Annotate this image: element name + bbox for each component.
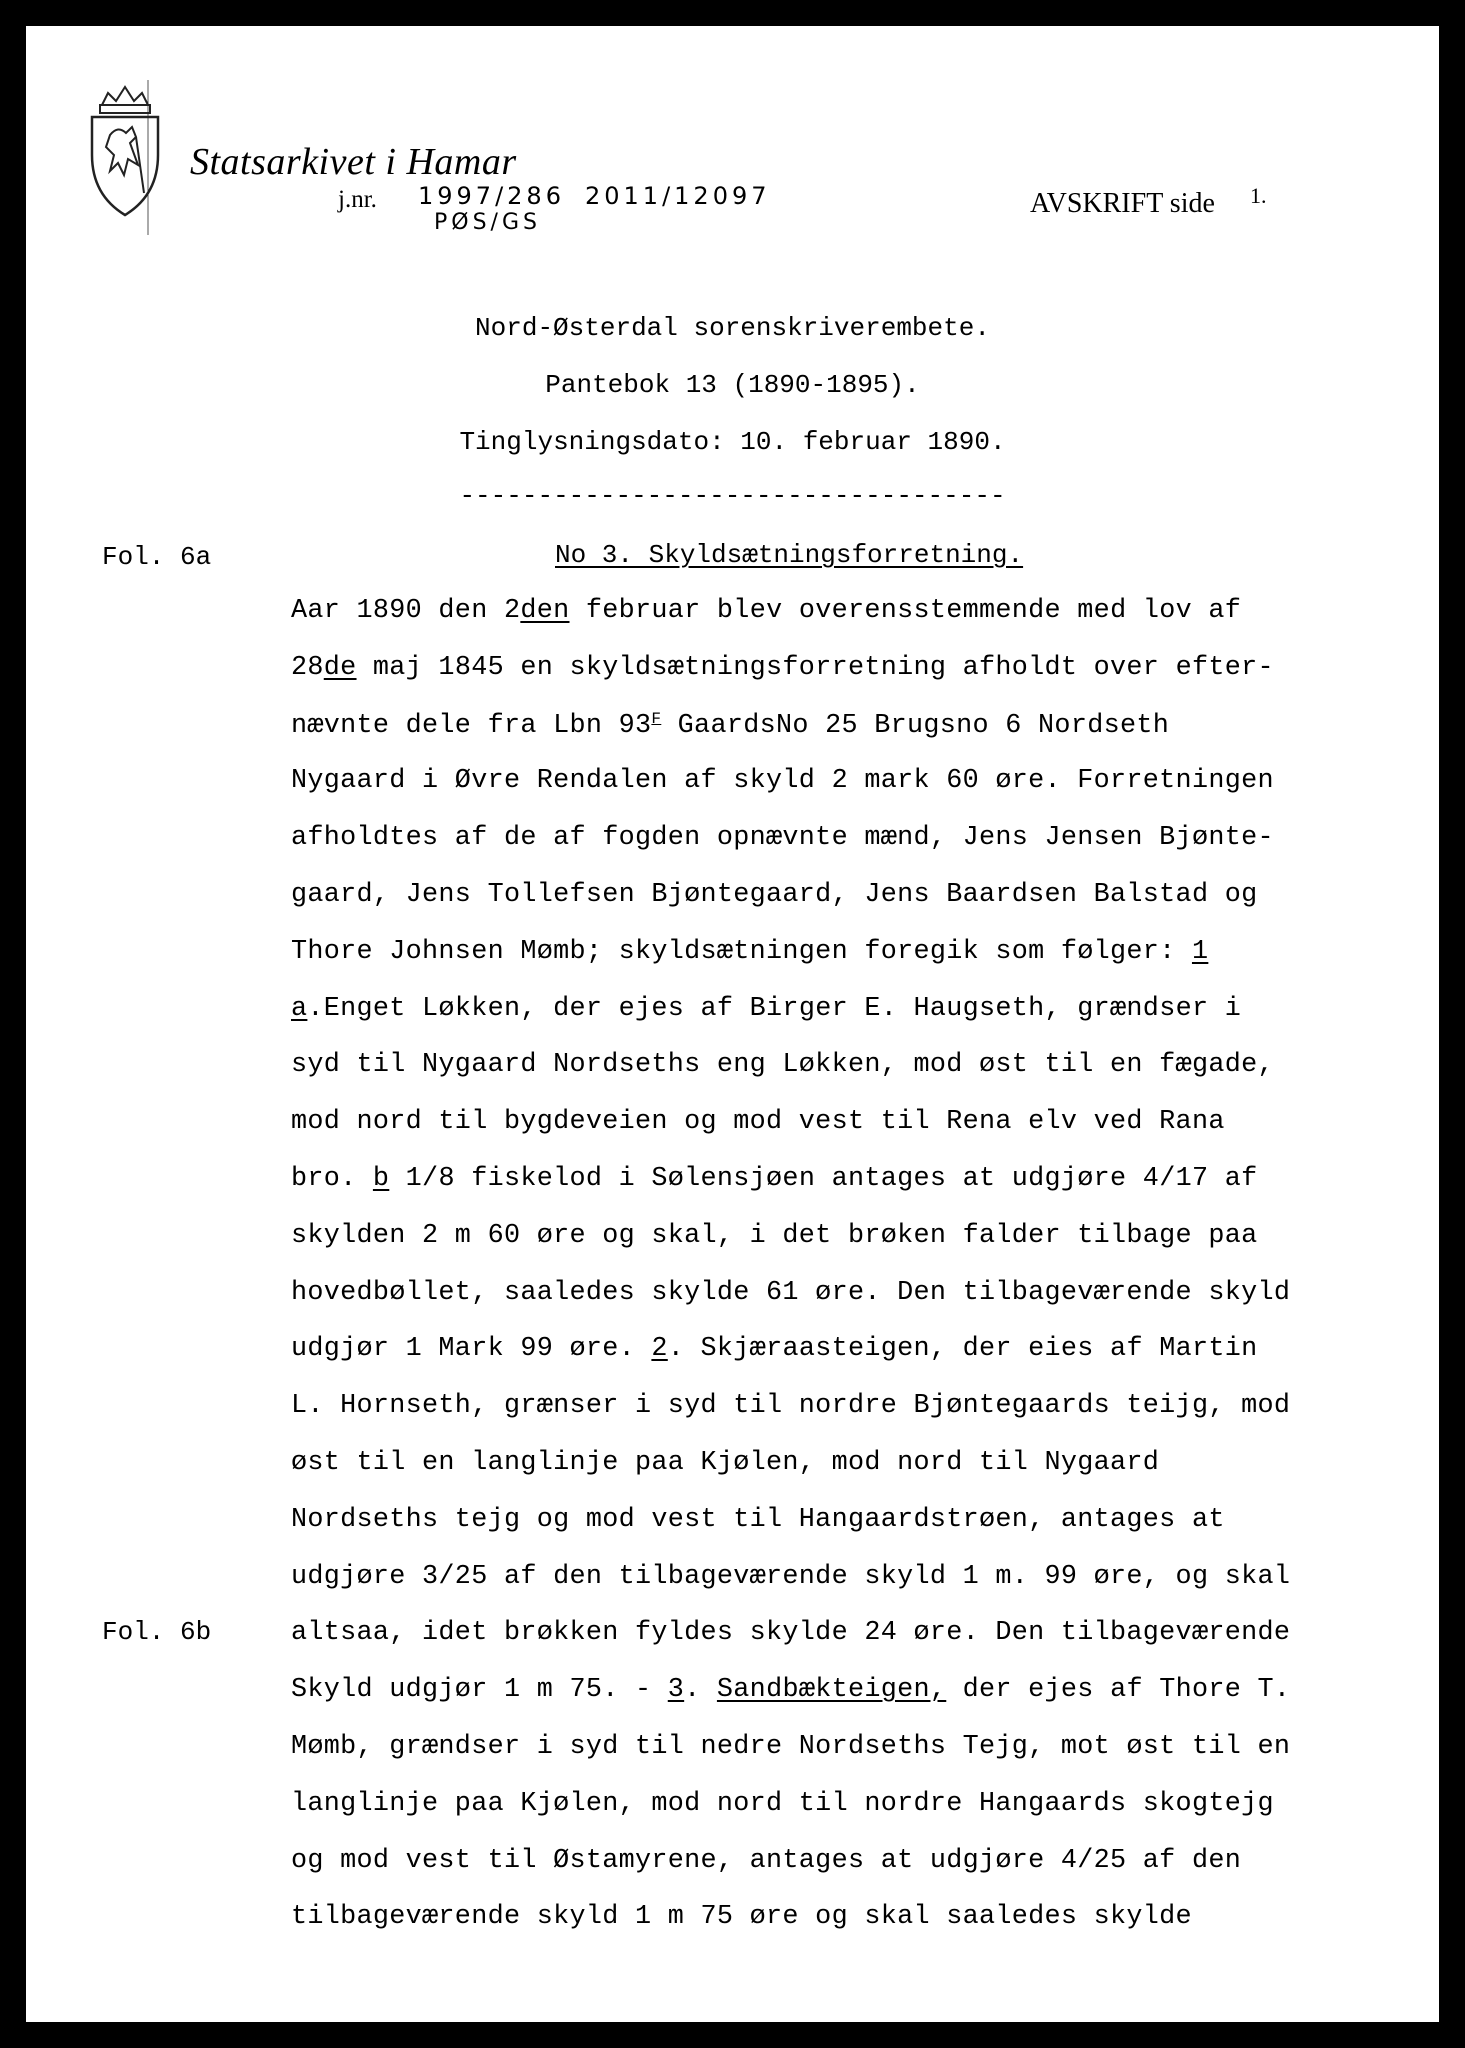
folio-label-6b: Fol. 6b xyxy=(102,1617,212,1647)
coat-of-arms-icon xyxy=(80,75,170,245)
text-line: skylden 2 m 60 øre og skal, i det brøken falder tilbage paa xyxy=(291,1221,1258,1251)
signature-initials: PØS/GS xyxy=(434,210,541,235)
journal-number-value-secondary: 2011/12097 xyxy=(585,182,771,210)
text-line: 28de maj 1845 en skyldsætningsforretning afholdt over efter- xyxy=(291,653,1274,683)
text-line: og mod vest til Østamyrene, antages at udgjøre 4/25 af den xyxy=(291,1846,1242,1876)
text-line: afholdtes af de af fogden opnævnte mænd, Jens Jensen Bjønte- xyxy=(291,823,1274,853)
text-line: a.Enget Løkken, der ejes af Birger E. Haugseth, grændser i xyxy=(291,994,1242,1024)
text-line: udgjør 1 Mark 99 øre. 2. Skjæraasteigen, der eies af Martin xyxy=(291,1334,1258,1364)
transcript-page-number: 1. xyxy=(1250,183,1267,208)
text-line: syd til Nygaard Nordseths eng Løkken, mod øst til en fægade, xyxy=(291,1050,1274,1080)
journal-number-value: 1997/286 xyxy=(418,182,565,210)
text-line: Nygaard i Øvre Rendalen af skyld 2 mark 60 øre. Forretningen xyxy=(291,766,1274,796)
underlined-text: Sandbækteigen, xyxy=(716,1675,947,1705)
text-line: hovedbøllet, saaledes skylde 61 øre. Den tilbageværende skyld xyxy=(291,1278,1291,1308)
archive-name: Statsarkivet i Hamar xyxy=(190,141,517,183)
journal-number-label: j.nr. xyxy=(338,186,377,213)
text-line: Mømb, grændser i syd til nedre Nordseths Tejg, mot øst til en xyxy=(291,1732,1291,1762)
underlined-text: a xyxy=(291,994,308,1024)
text-line: Skyld udgjør 1 m 75. - 3. Sandbækteigen, der ejes af Thore T. xyxy=(291,1675,1291,1705)
date-heading: Tinglysningsdato: 10. februar 1890. xyxy=(459,427,1006,457)
text-line: langlinje paa Kjølen, mod nord til nordre Hangaards skogtejg xyxy=(291,1789,1274,1819)
text-line: altsaa, idet brøkken fyldes skylde 24 øre. Den tilbageværende xyxy=(291,1618,1291,1648)
text-line: nævnte dele fra Lbn $93^F$ GaardsNo 25 Brugsno 6 Nordseth xyxy=(291,710,1170,741)
underlined-text: 1 xyxy=(1191,937,1209,967)
book-heading: Pantebok 13 (1890-1895). xyxy=(545,370,920,400)
text-line: tilbageværende skyld 1 m 75 øre og skal saaledes skylde xyxy=(291,1902,1192,1932)
text-line: gaard, Jens Tollefsen Bjøntegaard, Jens Baardsen Balstad og xyxy=(291,880,1258,910)
text-line: mod nord til bygdeveien og mod vest til Rena elv ved Rana xyxy=(291,1107,1225,1137)
underlined-text: 3 xyxy=(667,1675,685,1705)
underlined-text: de xyxy=(323,653,357,683)
text-line: L. Hornseth, grænser i syd til nordre Bjøntegaards teijg, mod xyxy=(291,1391,1291,1421)
underlined-text: b xyxy=(372,1164,390,1194)
separator-rule: ----------------------------------- xyxy=(459,481,1006,511)
office-heading: Nord-Østerdal sorenskriverembete. xyxy=(475,313,990,343)
text-line: bro. b 1/8 fiskelod i Sølensjøen antages at udgjøre 4/17 af xyxy=(291,1164,1258,1194)
superscript-text: F xyxy=(651,710,662,728)
underlined-text: den xyxy=(520,596,570,626)
transcript-label: AVSKRIFT side xyxy=(1030,188,1215,219)
text-line: Nordseths tejg og mod vest til Hangaardstrøen, antages at xyxy=(291,1505,1225,1535)
text-line: Thore Johnsen Mømb; skyldsætningen foregik som følger: 1 xyxy=(291,937,1209,967)
text-line: udgjøre 3/25 af den tilbageværende skyld 1 m. 99 øre, og skal xyxy=(291,1562,1291,1592)
text-line: Aar 1890 den 2den februar blev overensstemmende med lov af xyxy=(291,596,1242,626)
text-line: øst til en langlinje paa Kjølen, mod nord til Nygaard xyxy=(291,1448,1160,1478)
folio-label-6a: Fol. 6a xyxy=(102,542,212,572)
underlined-text: 2 xyxy=(651,1334,668,1364)
entry-title: No 3. Skyldsætningsforretning. xyxy=(555,540,1024,570)
